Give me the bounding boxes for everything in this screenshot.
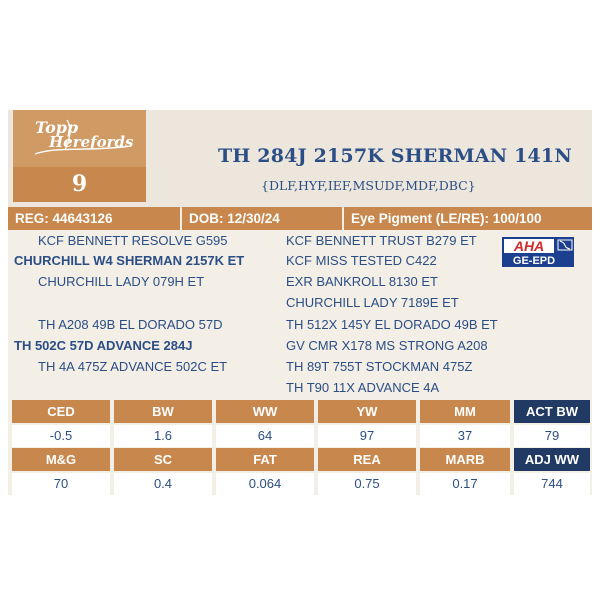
epd-value: 0.75	[318, 473, 416, 495]
pedigree-ancestor: TH 89T 755T STOCKMAN 475Z	[286, 359, 473, 374]
epd-value: -0.5	[12, 425, 110, 447]
epd-value: 64	[216, 425, 314, 447]
epd-value: 37	[420, 425, 510, 447]
pedigree-dam-sire: TH A208 49B EL DORADO 57D	[38, 317, 223, 332]
logo-line-1: Topp	[35, 118, 79, 137]
lot-number: 9	[71, 171, 88, 197]
pedigree-ancestor: EXR BANKROLL 8130 ET	[286, 274, 438, 289]
epd-value: 70	[12, 473, 110, 495]
pedigree-sire-dam: CHURCHILL LADY 079H ET	[38, 274, 205, 289]
badge-aha-text: AHA	[513, 238, 545, 254]
logo-line-2: Herefords	[49, 133, 134, 151]
epd-value: 0.17	[420, 473, 510, 495]
epd-header: MM	[420, 400, 510, 423]
pedigree-dam: TH 502C 57D ADVANCE 284J	[14, 338, 193, 353]
epd-header: BW	[114, 400, 212, 423]
epd-header: SC	[114, 448, 212, 471]
aha-ge-epd-badge	[502, 237, 574, 267]
pedigree-ancestor: TH 512X 145Y EL DORADO 49B ET	[286, 317, 498, 332]
date-of-birth: DOB: 12/30/24	[180, 207, 342, 230]
epd-header: CED	[12, 400, 110, 423]
epd-header: M&G	[12, 448, 110, 471]
act-bw-value: 79	[514, 425, 590, 447]
pedigree-dam-dam: TH 4A 475Z ADVANCE 502C ET	[38, 359, 228, 374]
pedigree-sire-sire: KCF BENNETT RESOLVE G595	[38, 233, 228, 248]
registration-number: REG: 44643126	[15, 211, 113, 226]
adj-ww-value: 744	[514, 473, 590, 495]
animal-name: TH 284J 2157K SHERMAN 141N	[218, 145, 572, 167]
pedigree-ancestor: CHURCHILL LADY 7189E ET	[286, 295, 459, 310]
epd-value: 0.064	[216, 473, 314, 495]
epd-header: WW	[216, 400, 314, 423]
epd-header: FAT	[216, 448, 314, 471]
epd-value: 97	[318, 425, 416, 447]
act-bw-label: ACT BW	[514, 400, 590, 423]
epd-value: 1.6	[114, 425, 212, 447]
logo-wordmark	[35, 120, 133, 150]
pedigree-ancestor: TH T90 11X ADVANCE 4A	[286, 380, 440, 395]
epd-value: 0.4	[114, 473, 212, 495]
info-bar	[8, 207, 592, 230]
adj-ww-label: ADJ WW	[514, 448, 590, 471]
lot-card	[8, 110, 592, 495]
pedigree-ancestor: KCF BENNETT TRUST B279 ET	[286, 233, 477, 248]
ranch-logo	[13, 110, 146, 167]
epd-header: MARB	[420, 448, 510, 471]
epd-header: REA	[318, 448, 416, 471]
epd-header: YW	[318, 400, 416, 423]
genetic-codes: {DLF,HYF,IEF,MSUDF,MDF,DBC}	[261, 178, 476, 193]
pedigree-ancestor: GV CMR X178 MS STRONG A208	[286, 338, 488, 353]
pedigree-ancestor: KCF MISS TESTED C422	[286, 253, 437, 268]
badge-ge-epd-text: GE-EPD	[512, 255, 556, 267]
pedigree-sire: CHURCHILL W4 SHERMAN 2157K ET	[14, 253, 245, 268]
eye-pigment: Eye Pigment (LE/RE): 100/100	[342, 207, 592, 230]
